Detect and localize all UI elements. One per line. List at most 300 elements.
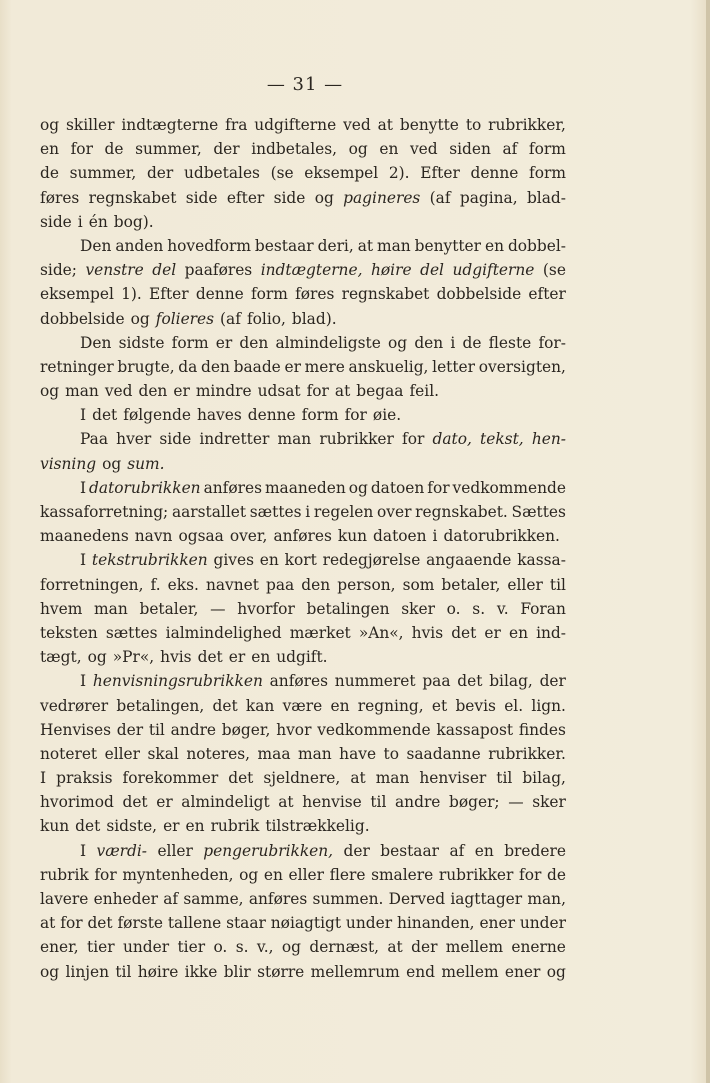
word: det	[228, 769, 254, 788]
word: vedkommende	[317, 720, 431, 739]
word: kun	[337, 527, 368, 546]
word: maa	[257, 744, 291, 763]
text-line	[40, 742, 566, 766]
word: en	[330, 696, 350, 715]
word: lavere	[40, 890, 89, 908]
text-line	[40, 210, 566, 234]
word: ind-	[536, 623, 566, 642]
word: I	[80, 672, 87, 691]
word: at	[387, 938, 403, 957]
word: Derved	[388, 890, 446, 908]
word: aarstallet	[171, 503, 247, 521]
page-number: — 31 —	[266, 74, 344, 95]
word: sker	[401, 599, 435, 618]
word: til	[370, 793, 387, 812]
word: en	[251, 648, 271, 667]
text-line	[40, 234, 566, 258]
word: gives	[213, 551, 254, 570]
word: del	[420, 261, 444, 280]
word: begaa	[356, 382, 404, 401]
word: bevis	[455, 696, 496, 715]
word: for	[94, 865, 117, 884]
word: at	[278, 793, 294, 812]
word: regning,	[357, 696, 424, 715]
word: sker	[532, 793, 566, 812]
word: betalingen	[306, 599, 390, 618]
word: v.	[496, 599, 509, 618]
word: de	[104, 140, 124, 159]
word: f.	[150, 575, 161, 594]
word: (af	[429, 188, 451, 207]
word: indtægterne,	[260, 261, 363, 280]
text-line	[40, 476, 566, 500]
word: bog).	[113, 212, 154, 231]
word: til	[115, 962, 132, 981]
word: teksten	[40, 623, 98, 642]
word: efter	[226, 188, 265, 207]
word: der	[213, 140, 240, 159]
word: summer,	[135, 140, 202, 159]
word: form	[301, 406, 339, 425]
word: benytter	[414, 236, 482, 255]
word: der	[146, 164, 174, 183]
text-line	[40, 427, 566, 451]
text-line	[40, 355, 566, 379]
word: over,	[229, 527, 268, 546]
word: af	[449, 841, 465, 860]
word: skal	[147, 744, 179, 763]
word: Den	[80, 236, 112, 255]
word: del	[152, 261, 177, 280]
word: eller	[507, 575, 543, 594]
word: henvisningsrubrikken	[92, 672, 263, 691]
word: ialmindelighed	[165, 623, 282, 642]
word: Paa	[80, 430, 109, 449]
word: noteret	[40, 744, 98, 763]
text-line	[40, 863, 566, 887]
word: det	[122, 793, 148, 812]
text-line	[40, 766, 566, 790]
word: Efter	[149, 285, 189, 304]
word: at	[334, 382, 351, 401]
word: s.	[472, 599, 486, 618]
word: man	[375, 769, 410, 788]
word: dernæst,	[309, 938, 380, 957]
word: andre	[170, 720, 217, 739]
text-line	[40, 307, 566, 331]
word: betalingen,	[116, 696, 205, 715]
word: den	[414, 333, 444, 352]
word: hvis	[160, 648, 192, 667]
word: regnskabet.	[415, 503, 508, 521]
word: er	[173, 382, 190, 401]
word: paa	[266, 575, 295, 594]
word: eller	[157, 841, 193, 860]
word: tilstrækkelig.	[265, 817, 370, 836]
word: —	[210, 599, 226, 618]
word: en	[379, 140, 399, 159]
word: navn	[134, 527, 173, 546]
word: der	[411, 938, 438, 957]
word: side;	[40, 261, 77, 280]
word: er	[228, 648, 246, 667]
word: i	[432, 527, 438, 546]
word: summer,	[69, 164, 137, 183]
word: samme,	[183, 890, 244, 908]
word: at	[357, 236, 374, 255]
word: to	[465, 116, 482, 134]
word: og	[40, 382, 60, 401]
word: der	[116, 720, 144, 739]
text-line	[40, 645, 566, 669]
word: udgifterne	[254, 116, 337, 134]
word: ener	[479, 914, 515, 933]
word: og	[314, 188, 334, 207]
word: betaler,	[441, 575, 501, 594]
word: tægt,	[40, 648, 82, 667]
word: I	[80, 478, 87, 497]
word: flere	[329, 865, 366, 884]
word: datoen	[373, 527, 427, 546]
text-line	[40, 282, 566, 306]
word: i	[77, 212, 83, 231]
word: større	[257, 962, 305, 981]
word: øie.	[372, 406, 402, 425]
word: denne	[470, 164, 519, 183]
word: det	[75, 817, 101, 836]
word: datorubrikken.	[443, 527, 560, 546]
word: —	[508, 793, 524, 812]
word: (af	[220, 309, 241, 328]
word: man	[377, 236, 411, 255]
word: er	[484, 623, 501, 642]
word: over	[377, 503, 412, 521]
word: angaaende	[426, 551, 512, 570]
word: eks.	[167, 575, 199, 594]
word: regnskabet	[88, 188, 177, 207]
word: udbetales	[183, 164, 260, 183]
word: som	[402, 575, 435, 594]
word: blad-	[526, 188, 566, 207]
word: udgift.	[276, 648, 328, 667]
word: henvise	[302, 793, 362, 812]
word: de	[462, 333, 482, 352]
word: under	[519, 914, 566, 933]
word: de	[40, 164, 59, 183]
word: I	[80, 551, 87, 570]
word: og	[87, 648, 107, 667]
word: o.	[213, 938, 228, 957]
word: og	[546, 962, 566, 981]
word: ener	[504, 962, 541, 981]
word: rubrikker	[438, 865, 514, 884]
word: eller	[104, 744, 141, 763]
word: for	[70, 140, 93, 159]
word: smalere	[371, 865, 434, 884]
word: og	[102, 454, 122, 473]
word: Foran	[520, 599, 566, 618]
word: siden	[449, 140, 491, 159]
word: kassapost	[436, 720, 514, 739]
word: s.	[235, 938, 249, 957]
word: vedrører	[40, 696, 109, 715]
word: rubrikker.	[488, 744, 566, 763]
word: blir	[223, 962, 251, 981]
word: indbetales,	[251, 140, 338, 159]
word: I	[80, 406, 87, 425]
word: sættes	[105, 623, 158, 642]
word: dato,	[432, 430, 472, 449]
word: bilag,	[522, 769, 566, 788]
word: hver	[116, 430, 152, 449]
word: hvorimod	[40, 793, 114, 812]
word: rubrik	[40, 865, 89, 884]
word: myntenheden,	[122, 865, 234, 884]
text-line	[40, 258, 566, 282]
word: person,	[337, 575, 396, 594]
word: side	[159, 430, 192, 449]
word: mellem	[441, 962, 499, 981]
word: for	[519, 865, 542, 884]
text-line	[40, 718, 566, 742]
text-line	[40, 839, 566, 863]
word: oversigten,	[478, 357, 566, 376]
word: betaler,	[139, 599, 199, 618]
word: visning	[40, 454, 97, 473]
word: tier	[87, 938, 115, 957]
word: hvem	[40, 599, 83, 618]
word: kun	[40, 817, 70, 836]
word: tallene	[167, 914, 222, 933]
word: til	[549, 575, 566, 594]
word: datoen	[370, 478, 425, 497]
text-line	[40, 137, 566, 161]
word: det	[451, 623, 477, 642]
word: bilag,	[489, 672, 533, 691]
word: Sættes	[511, 503, 566, 521]
word: tekstrubrikken	[91, 551, 208, 570]
text-line	[40, 694, 566, 718]
word: »Pr«,	[112, 648, 155, 667]
word: noteres,	[186, 744, 251, 763]
body-text	[40, 113, 566, 984]
word: venstre	[85, 261, 144, 280]
word: ved	[104, 382, 133, 401]
word: en	[484, 236, 504, 255]
word: side	[185, 188, 218, 207]
word: bøger;	[449, 793, 500, 812]
word: pagineres	[343, 188, 421, 207]
word: en	[263, 865, 283, 884]
word: første	[117, 914, 163, 933]
word: maaneden	[264, 478, 346, 497]
word: for	[60, 914, 83, 933]
word: deri,	[317, 236, 354, 255]
text-line	[40, 161, 566, 185]
word: det	[92, 406, 118, 425]
word: det	[212, 696, 238, 715]
word: mellem	[445, 938, 504, 957]
word: under	[122, 938, 170, 957]
word: for	[402, 430, 425, 449]
word: og	[40, 116, 60, 134]
word: linjen	[65, 962, 110, 981]
word: datorubrikken	[89, 478, 201, 497]
word: paaføres	[184, 261, 253, 280]
word: at	[40, 914, 56, 933]
word: hvorfor	[237, 599, 295, 618]
word: sidste,	[106, 817, 158, 836]
word: en	[40, 140, 60, 159]
word: andre	[395, 793, 441, 812]
word: hen-	[531, 430, 566, 449]
word: pengerubrikken,	[203, 841, 334, 860]
text-line	[40, 548, 566, 572]
word: og	[348, 478, 368, 497]
word: tier	[177, 938, 206, 957]
word: 2).	[388, 164, 410, 183]
word: der	[539, 672, 566, 691]
word: til	[148, 720, 165, 739]
word: kort	[284, 551, 317, 570]
word: henviser	[419, 769, 487, 788]
word: nøiagtigt	[270, 914, 342, 933]
word: for	[427, 478, 450, 497]
word: v.,	[256, 938, 274, 957]
text-line	[40, 814, 566, 838]
word: side	[40, 212, 72, 231]
word: have	[339, 744, 377, 763]
word: dobbelside	[40, 309, 125, 328]
word: eller	[288, 865, 324, 884]
word: feil.	[409, 382, 440, 401]
text-line	[40, 524, 566, 548]
word: man	[65, 382, 99, 401]
word: Henvises	[40, 720, 111, 739]
text-line	[40, 331, 566, 355]
word: den	[239, 333, 269, 352]
word: ved	[409, 140, 438, 159]
word: er	[156, 793, 173, 812]
text-line	[40, 573, 566, 597]
word: man	[94, 599, 128, 618]
word: tekst,	[480, 430, 524, 449]
word: udgifterne	[452, 261, 535, 280]
word: for-	[538, 333, 566, 352]
word: efter	[528, 285, 566, 304]
word: praksis	[56, 769, 113, 788]
word: da	[178, 357, 198, 376]
word: et	[431, 696, 448, 715]
word: anføres	[273, 527, 332, 546]
text-line	[40, 911, 566, 935]
text-line	[40, 403, 566, 427]
word: eksempel	[40, 285, 114, 304]
word: hovedform	[167, 236, 251, 255]
word: regnskabet	[341, 285, 430, 304]
word: det	[87, 914, 113, 933]
word: indtægterne	[121, 116, 219, 134]
word: hinanden,	[396, 914, 475, 933]
word: form	[250, 285, 288, 304]
text-line	[40, 500, 566, 524]
text-line	[40, 960, 566, 984]
word: kassaforretning;	[40, 503, 169, 521]
text-line	[40, 186, 566, 210]
word: den	[138, 382, 168, 401]
word: fra	[225, 116, 248, 134]
text-line	[40, 597, 566, 621]
word: brugte,	[117, 357, 175, 376]
word: ved	[343, 116, 371, 134]
word: ogsaa	[178, 527, 224, 546]
word: bestaar	[380, 841, 440, 860]
word: er	[215, 333, 233, 352]
word: én	[88, 212, 108, 231]
word: summen.	[312, 890, 384, 908]
word: enheder	[93, 890, 158, 908]
word: for	[306, 382, 329, 401]
word: anføres	[269, 672, 329, 691]
word: o.	[446, 599, 461, 618]
word: to	[383, 744, 399, 763]
word: at	[350, 769, 366, 788]
word: sum.	[127, 454, 165, 473]
text-line	[40, 790, 566, 814]
word: anføres	[203, 478, 262, 497]
word: dobbelside	[436, 285, 522, 304]
word: man,	[527, 890, 566, 908]
word: ikke	[184, 962, 218, 981]
word: en	[185, 817, 205, 836]
word: mere	[304, 357, 345, 376]
word: sjeldnere,	[263, 769, 341, 788]
word: høire	[137, 962, 179, 981]
word: af	[502, 140, 518, 159]
word: bøger,	[221, 720, 271, 739]
word: letter	[432, 357, 476, 376]
word: kan	[245, 696, 275, 715]
word: kassa-	[517, 551, 566, 570]
word: retninger	[40, 357, 114, 376]
word: rubrik	[210, 817, 260, 836]
word: til	[496, 769, 513, 788]
word: af	[163, 890, 179, 908]
word: værdi-	[96, 841, 148, 860]
word: en	[259, 551, 279, 570]
word: lign.	[531, 696, 566, 715]
word: staar	[226, 914, 266, 933]
word: Den	[80, 333, 112, 352]
word: den	[301, 575, 331, 594]
word: dobbel-	[507, 236, 566, 255]
word: anføres	[248, 890, 308, 908]
word: navnet	[205, 575, 259, 594]
word: fleste	[488, 333, 532, 352]
word: baade	[233, 357, 281, 376]
word: høire	[371, 261, 412, 280]
word: føres	[295, 285, 335, 304]
text-line	[40, 452, 566, 476]
word: end	[406, 962, 435, 981]
word: sættes	[249, 503, 302, 521]
word: findes	[518, 720, 566, 739]
word: er	[163, 817, 180, 836]
word: og	[388, 333, 408, 352]
word: pagina,	[459, 188, 518, 207]
word: benytte	[399, 116, 459, 134]
word: mærket	[289, 623, 351, 642]
